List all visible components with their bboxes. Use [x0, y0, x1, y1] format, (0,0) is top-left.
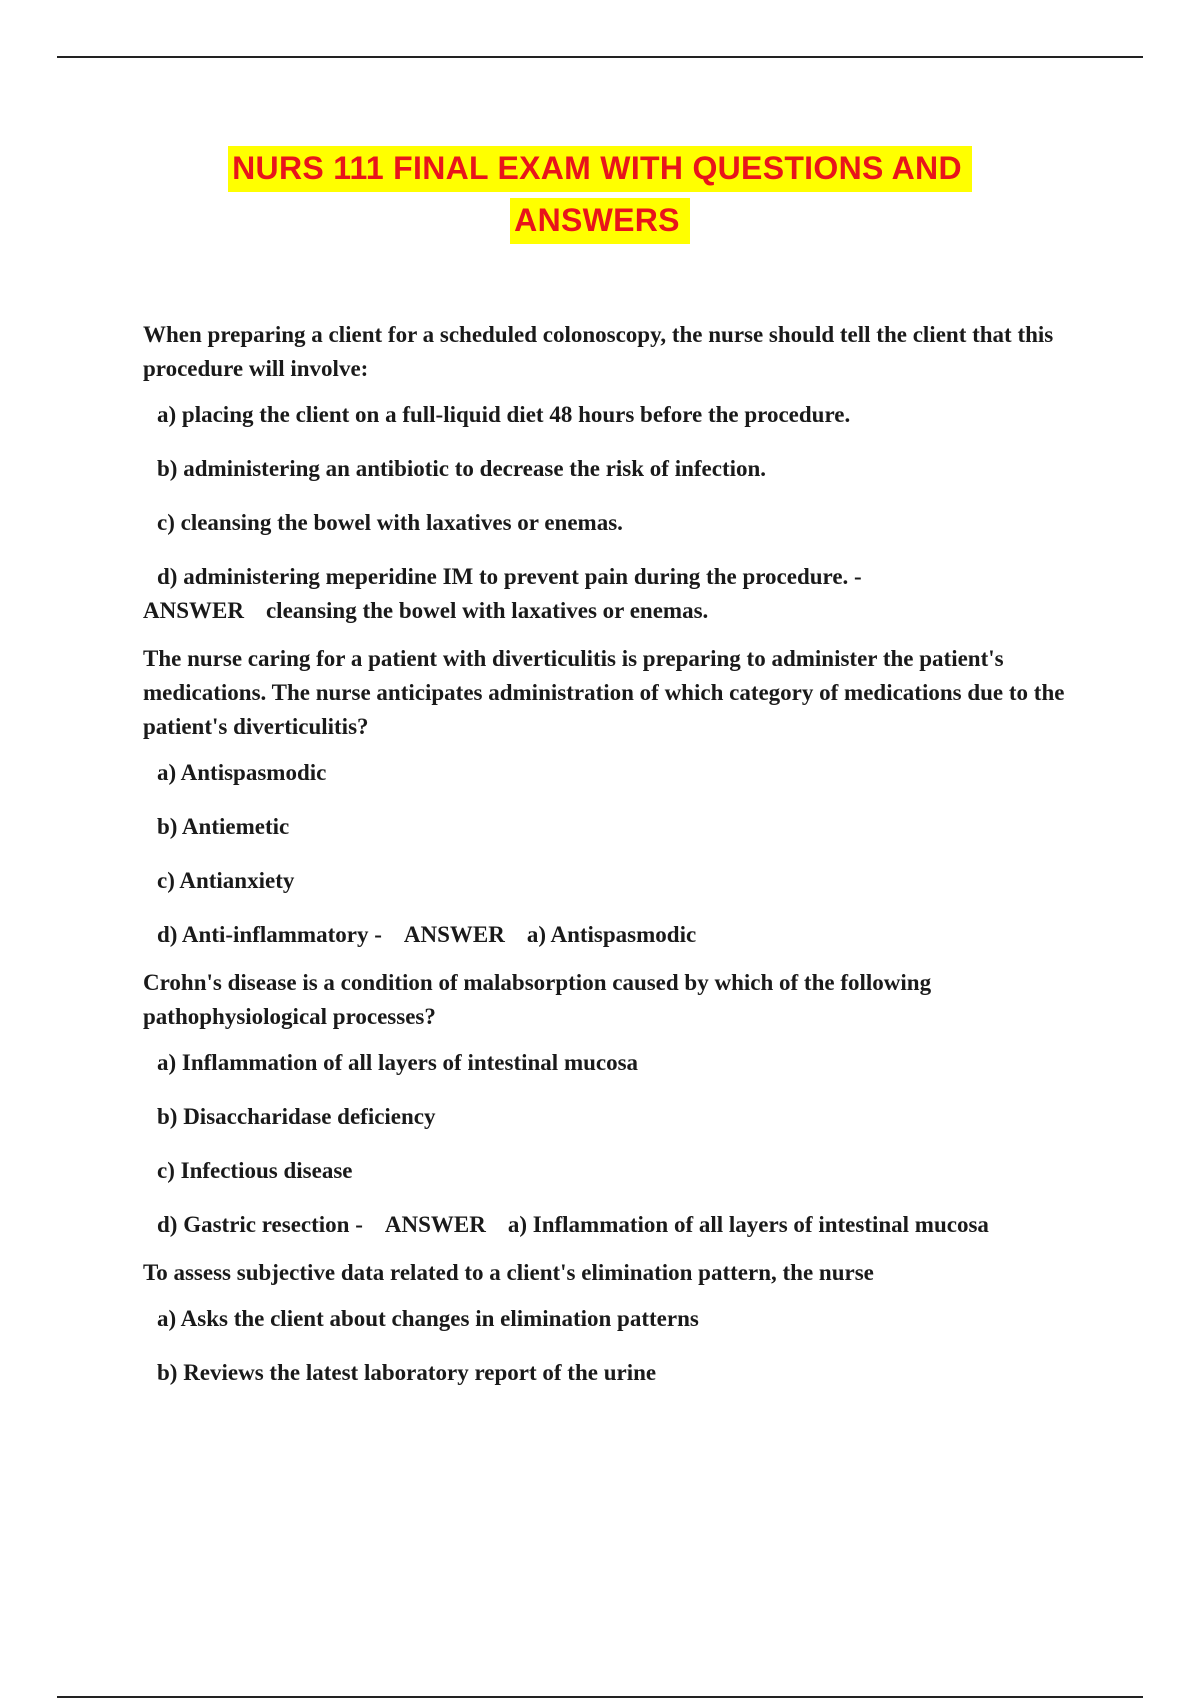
- question-text: Crohn's disease is a condition of malabsorption caused by which of the following pathophysiological processes?: [143, 970, 932, 1029]
- answer-label: ANSWER: [143, 598, 244, 623]
- answer-label: ANSWER: [384, 1212, 486, 1237]
- bottom-rule: [57, 1696, 1143, 1698]
- question-text: The nurse caring for a patient with diverticulitis is preparing to administer the patient's medications. The nurse anticipates administration of which category of medications due to the patient's diverticulitis?: [143, 646, 1065, 739]
- answer-option-with-key: [143, 1208, 1073, 1242]
- question-block: [143, 966, 1073, 1242]
- answer-option: a) Asks the client about changes in elimination patterns: [157, 1306, 699, 1331]
- answer-option: c) Infectious disease: [157, 1158, 353, 1183]
- answer-option: a) Inflammation of all layers of intestinal mucosa: [157, 1050, 639, 1075]
- answer-option-with-key: [143, 918, 1073, 952]
- title-line-1: NURS 111 FINAL EXAM WITH QUESTIONS AND: [228, 146, 972, 192]
- answer-option: b) Disaccharidase deficiency: [157, 1104, 436, 1129]
- answer-option-with-key: [143, 560, 1073, 628]
- answer-option: c) cleansing the bowel with laxatives or enemas.: [157, 510, 623, 535]
- answer-option: b) Reviews the latest laboratory report of the urine: [157, 1360, 657, 1385]
- answer-option: c) Antianxiety: [157, 868, 295, 893]
- question-block: [143, 318, 1073, 628]
- top-rule: [57, 56, 1143, 58]
- answer-key: cleansing the bowel with laxatives or enemas.: [265, 598, 709, 623]
- answer-option: d) Gastric resection -: [157, 1212, 363, 1237]
- question-block: [143, 642, 1073, 952]
- answer-option: a) placing the client on a full-liquid diet 48 hours before the procedure.: [157, 402, 851, 427]
- question-list: [143, 318, 1073, 1410]
- answer-option: b) Antiemetic: [157, 814, 290, 839]
- answer-key: a) Antispasmodic: [526, 922, 697, 947]
- answer-option: d) Anti-inflammatory -: [157, 922, 382, 947]
- title-line-2: ANSWERS: [510, 198, 690, 244]
- document-title: [0, 142, 1200, 246]
- answer-option: b) administering an antibiotic to decrease the risk of infection.: [157, 456, 767, 481]
- answer-label: ANSWER: [403, 922, 505, 947]
- question-text: When preparing a client for a scheduled colonoscopy, the nurse should tell the client that this procedure will involve:: [143, 322, 1054, 381]
- question-block: [143, 1256, 1073, 1390]
- answer-option: d) administering meperidine IM to prevent pain during the procedure. -: [157, 564, 862, 589]
- answer-option: a) Antispasmodic: [157, 760, 327, 785]
- answer-key: a) Inflammation of all layers of intestinal mucosa: [507, 1212, 989, 1237]
- question-text: To assess subjective data related to a client's elimination pattern, the nurse: [143, 1260, 874, 1285]
